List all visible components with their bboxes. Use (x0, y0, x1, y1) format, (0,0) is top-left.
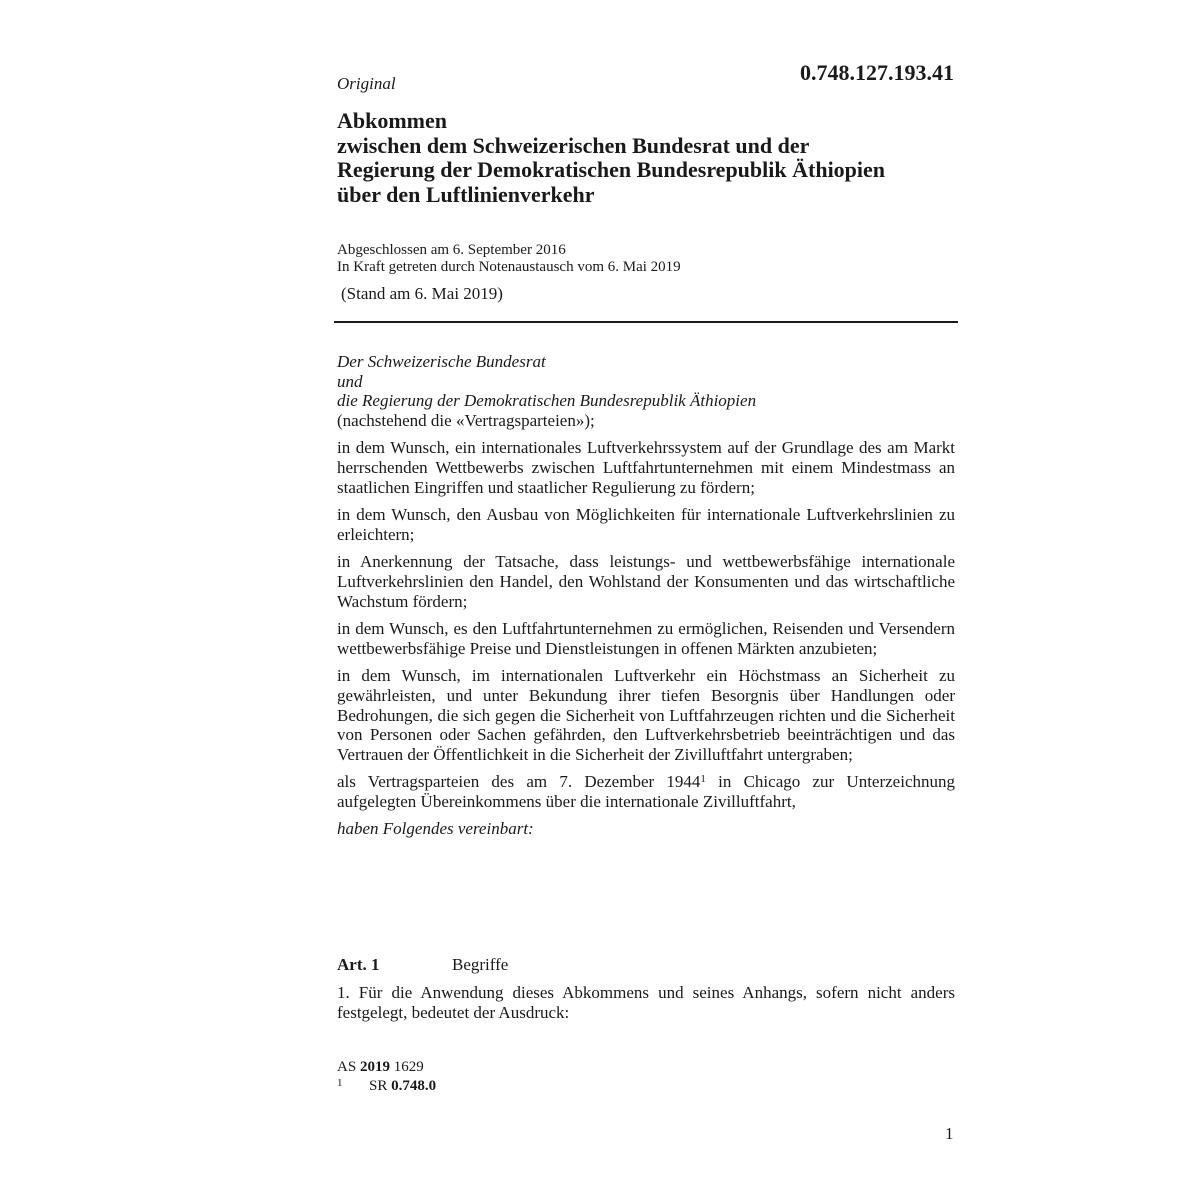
recital: in dem Wunsch, den Ausbau von Möglichkeiten für internationale Luftverkehrslinien zu erleichtern; (337, 505, 955, 544)
article-number: Art. 1 (337, 955, 380, 974)
chicago-text-before: als Vertragsparteien des am 7. Dezember 1944 (337, 772, 701, 792)
recital-chicago (337, 772, 955, 811)
preamble (337, 352, 955, 839)
party-1: Der Schweizerische Bundesrat (337, 352, 546, 371)
in-force-date: In Kraft getreten durch Notenaustausch vom 6. Mai 2019 (337, 259, 681, 275)
as-year: 2019 (359, 1059, 390, 1075)
party-2: die Regierung der Demokratischen Bundesrepublik Äthiopien (337, 391, 757, 411)
header-divider (334, 321, 958, 323)
as-reference (337, 1058, 436, 1077)
article-1-text: 1. Für die Anwendung dieses Abkommens und seines Anhangs, sofern nicht anders festgelegt, bedeutet der Ausdruck: (337, 983, 955, 1022)
footnote-reference[interactable]: 1 (700, 773, 706, 786)
footnote-sr-number: 0.748.0 (391, 1078, 437, 1094)
document-meta (337, 242, 681, 276)
sr-number: 0.748.127.193.41 (800, 60, 954, 85)
recital: in dem Wunsch, ein internationales Luftverkehrssystem auf der Grundlage des am Markt herrschenden Wettbewerbs zwischen Luftfahrtunternehmen mit einem Mindestmass an staatlichen Eingriffen und staatlicher Regulierung zu fördern; (337, 438, 955, 497)
party-conjunction: und (337, 371, 363, 391)
as-page: 1629 (393, 1059, 424, 1075)
status-date: (Stand am 6. Mai 2019) (341, 284, 503, 303)
parties-block (337, 352, 955, 430)
recital: in dem Wunsch, im internationalen Luftverkehr ein Höchstmass an Sicherheit zu gewährleisten, und unter Bekundung ihrer tiefen Besorgnis über Handlungen oder Bedrohungen, die sich gegen die Sicherheit von Luftfahrzeugen richten und die Sicherheit von Personen oder Sachen gefährden, den Luftverkehrsbetrieb beeinträchtigen und das Vertrauen der Öffentlichkeit in die Sicherheit der Zivilluftfahrt untergraben; (337, 666, 955, 764)
article-title: Begriffe (452, 955, 509, 974)
recital: in dem Wunsch, es den Luftfahrtunternehmen zu ermöglichen, Reisenden und Versendern wettbewerbsfähige Preise und Dienstleistungen in offenen Märkten anzubieten; (337, 619, 955, 658)
as-prefix: AS (337, 1059, 357, 1075)
hereinafter-note: (nachstehend die «Vertragsparteien»); (337, 410, 595, 430)
footnote-1: 1 SR 0.748.0 (337, 1077, 437, 1094)
agreement-clause: haben Folgendes vereinbart: (337, 819, 534, 839)
article-1-heading (337, 955, 508, 975)
title-line: über den Luftlinienverkehr (337, 181, 595, 207)
title-line: Regierung der Demokratischen Bundesrepublik Äthiopien (337, 157, 886, 182)
recital: in Anerkennung der Tatsache, dass leistungs- und wettbewerbsfähige internationale Luftverkehrslinien den Handel, den Wohlstand der Konsumenten und das wirtschaftliche Wachstum fördern; (337, 552, 955, 611)
footnote-sr-prefix: SR (369, 1078, 388, 1094)
title-line: Abkommen (337, 108, 448, 133)
chicago-text-after: in Chicago zur Unterzeichnung aufgelegten Übereinkommens über die internationale Zivilluftfahrt, (337, 772, 955, 811)
original-label: Original (337, 74, 396, 93)
title-line: zwischen dem Schweizerischen Bundesrat und der (337, 132, 810, 158)
footnotes (337, 1058, 436, 1096)
page-number: 1 (945, 1124, 954, 1143)
concluded-date: Abgeschlossen am 6. September 2016 (337, 242, 566, 258)
document-title (337, 109, 977, 207)
